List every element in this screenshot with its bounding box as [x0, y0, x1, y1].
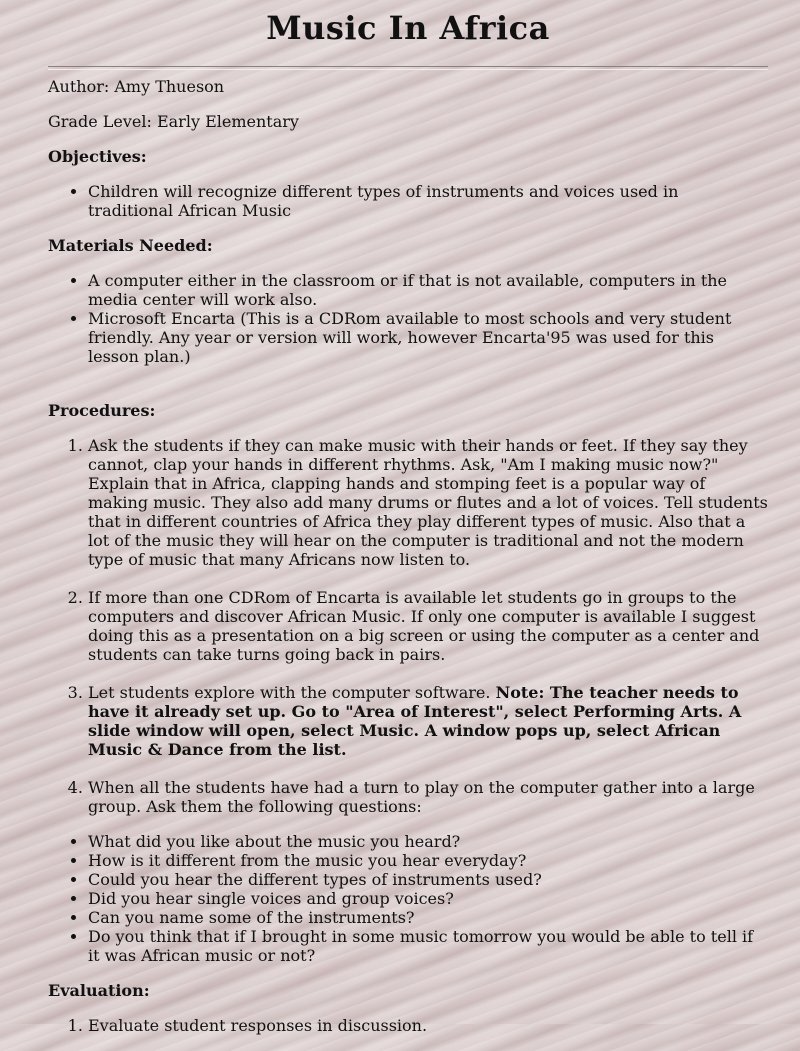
- procedure-step-3-text: Let students explore with the computer software.: [88, 683, 491, 702]
- question-item: • Do you think that if I brought in some music tomorrow you would be able to tell if it was African music or not?: [88, 927, 768, 965]
- evaluation-heading: Evaluation:: [48, 981, 150, 1000]
- material-item: • Microsoft Encarta (This is a CDRom available to most schools and very student friendly. Any year or version will work, however Encarta'95 was used for this lesson plan.): [88, 309, 768, 366]
- objective-item: • Children will recognize different types of instruments and voices used in traditional African Music: [88, 182, 768, 220]
- material-item: • A computer either in the classroom or if that is not available, computers in the media center will work also.: [88, 271, 768, 309]
- procedures-list: [48, 436, 768, 816]
- procedure-step-4: 4. When all the students have had a turn to play on the computer gather into a large group. Ask them the following questions:: [88, 778, 768, 816]
- horizontal-rule: [48, 66, 768, 70]
- page-title: Music In Africa: [266, 9, 550, 47]
- procedures-heading: Procedures:: [48, 401, 156, 420]
- question-item: • Could you hear the different types of instruments used?: [88, 870, 768, 889]
- question-item: • How is it different from the music you hear everyday?: [88, 851, 768, 870]
- procedure-step-3-note: Note: The teacher needs to have it already set up. Go to "Area of Interest", select Performing Arts. A slide window will open, select Music. A window pops up, select African Music & Dance from the list.: [88, 683, 742, 759]
- spacer: [48, 382, 768, 401]
- objectives-heading: Objectives:: [48, 147, 147, 166]
- question-item: • Did you hear single voices and group voices?: [88, 889, 768, 908]
- question-item: • Can you name some of the instruments?: [88, 908, 768, 927]
- grade-level-line: Grade Level: Early Elementary: [48, 112, 299, 131]
- procedure-step-1: 1. Ask the students if they can make music with their hands or feet. If they say they cannot, clap your hands in different rhythms. Ask, "Am I making music now?" Explain that in Africa, clapping hands and stomping feet is a popular way of making music. They also add many drums or flutes and a lot of voices. Tell students that in different countries of Africa they play different types of music. Also that a lot of the music they will hear on the computer is traditional and not the modern type of music that many Africans now listen to.: [88, 436, 768, 569]
- evaluation-item: 1. Evaluate student responses in discussion.: [88, 1016, 768, 1035]
- materials-heading: Materials Needed:: [48, 236, 213, 255]
- lesson-content: [48, 77, 768, 1051]
- question-item: • What did you like about the music you heard?: [88, 832, 768, 851]
- evaluation-list: [48, 1016, 768, 1035]
- procedure-step-3: [88, 683, 768, 759]
- materials-list: [48, 271, 768, 366]
- objectives-list: [48, 182, 768, 220]
- author-line: Author: Amy Thueson: [48, 77, 225, 96]
- discussion-questions-list: [48, 832, 768, 965]
- procedure-step-2: 2. If more than one CDRom of Encarta is available let students go in groups to the computers and discover African Music. If only one computer is available I suggest doing this as a presentation on a big screen or using the computer as a center and students can take turns going back in pairs.: [88, 588, 768, 664]
